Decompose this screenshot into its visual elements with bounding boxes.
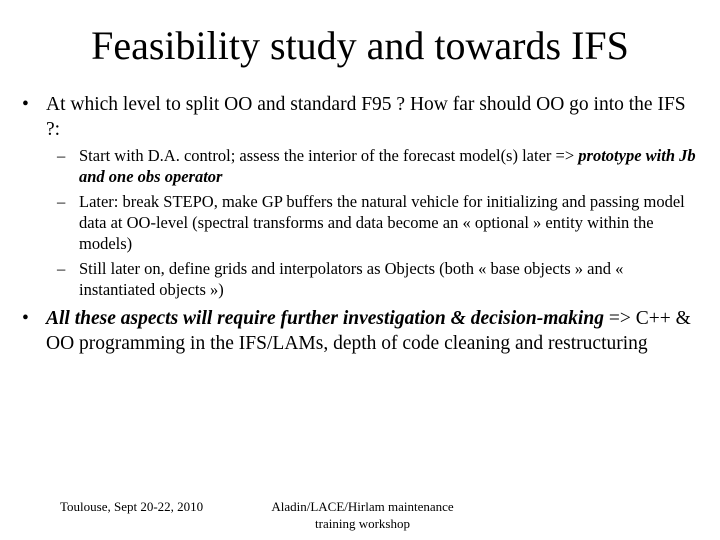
sub-bullet-text: Later: break STEPO, make GP buffers the natural vehicle for initializing and passing model data at OO-level (spectral transforms and data become an « optional » entity within the models)	[79, 192, 685, 253]
dash-icon: –	[57, 259, 66, 278]
slide-title: Feasibility study and towards IFS	[91, 23, 629, 68]
bullet-icon: •	[22, 308, 29, 329]
dash-icon: –	[57, 192, 66, 211]
footer-date-location: Toulouse, Sept 20-22, 2010	[60, 499, 204, 514]
sub-bullet-item	[22, 145, 698, 187]
sub-bullet-item	[22, 191, 698, 254]
bullet-emphasis: All these aspects will require further investigation & decision-making	[46, 308, 604, 329]
sub-bullet-item	[22, 258, 698, 300]
bullet-text: => C++ & OO programming in the IFS/LAMs, depth of code cleaning and restructuring	[46, 308, 691, 354]
slide-body	[22, 92, 698, 356]
sub-bullet-text: Start with D.A. control; assess the interior of the forecast model(s) later =>	[79, 146, 579, 165]
bullet-icon: •	[22, 94, 29, 115]
bullet-text: At which level to split OO and standard F95 ? How far should OO go into the IFS ?:	[46, 94, 686, 140]
bullet-item	[22, 92, 698, 142]
bullet-item	[22, 306, 698, 356]
footer-event-name: Aladin/LACE/Hirlam maintenance training workshop	[271, 499, 454, 531]
sub-bullet-emphasis: prototype with Jb and one obs operator	[79, 146, 696, 186]
dash-icon: –	[57, 146, 66, 165]
sub-bullet-text: Still later on, define grids and interpolators as Objects (both « base objects » and « instantiated objects »)	[79, 259, 624, 299]
